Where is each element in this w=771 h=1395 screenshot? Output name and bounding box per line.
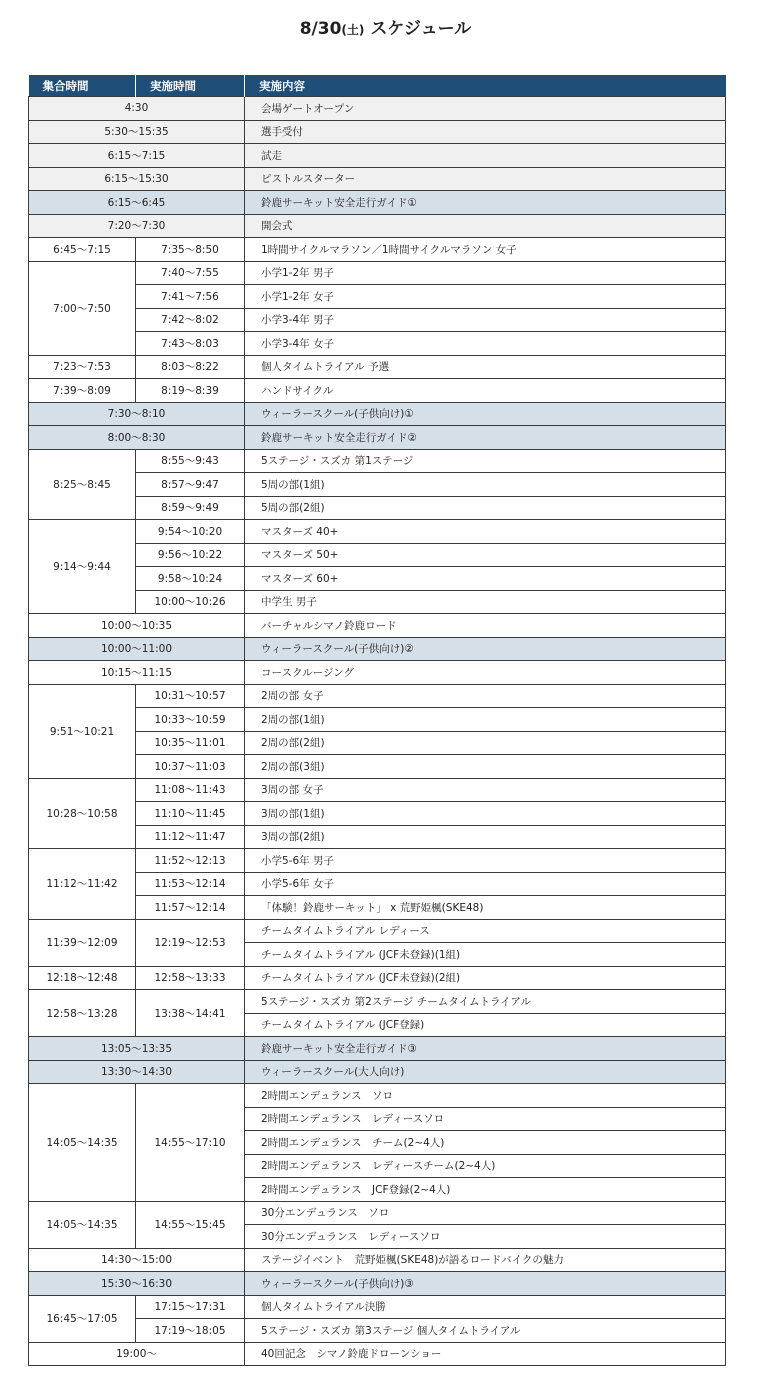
content-cell: 5周の部(1組) <box>245 473 726 497</box>
table-row <box>29 684 726 708</box>
time-cell: 8:00〜8:30 <box>29 426 245 450</box>
run-time-cell: 10:00〜10:26 <box>136 590 245 614</box>
content-cell: 選手受付 <box>245 120 726 144</box>
run-time-cell: 14:55〜15:45 <box>136 1201 245 1248</box>
time-cell: 13:30〜14:30 <box>29 1060 245 1084</box>
time-cell: 10:00〜10:35 <box>29 614 245 638</box>
table-row <box>29 778 726 802</box>
time-cell: 13:05〜13:35 <box>29 1037 245 1061</box>
time-cell: 6:15〜15:30 <box>29 167 245 191</box>
content-cell: ステージイベント 荒野姫楓(SKE48)が語るロードバイクの魅力 <box>245 1248 726 1272</box>
content-cell: バーチャルシマノ鈴鹿ロード <box>245 614 726 638</box>
header-row <box>29 75 726 97</box>
title-weekday: (土) <box>341 23 365 37</box>
content-cell: チームタイムトライアル (JCF未登録)(1組) <box>245 943 726 967</box>
schedule-table <box>28 75 726 1366</box>
table-row <box>29 1295 726 1319</box>
run-time-cell: 7:42〜8:02 <box>136 308 245 332</box>
gather-time-cell: 8:25〜8:45 <box>29 449 136 520</box>
run-time-cell: 9:58〜10:24 <box>136 567 245 591</box>
time-cell: 6:15〜7:15 <box>29 144 245 168</box>
table-row <box>29 1248 726 1272</box>
table-row <box>29 167 726 191</box>
table-row <box>29 261 726 285</box>
table-row <box>29 426 726 450</box>
table-row <box>29 966 726 990</box>
content-cell: ウィーラースクール(大人向け) <box>245 1060 726 1084</box>
table-row <box>29 1201 726 1225</box>
content-cell: 2時間エンデュランス レディースソロ <box>245 1107 726 1131</box>
content-cell: マスターズ 60+ <box>245 567 726 591</box>
table-row <box>29 191 726 215</box>
table-row <box>29 120 726 144</box>
table-row <box>29 1037 726 1061</box>
header-run-time: 実施時間 <box>136 75 245 97</box>
content-cell: マスターズ 40+ <box>245 520 726 544</box>
title-label: スケジュール <box>370 19 472 39</box>
time-cell: 14:30〜15:00 <box>29 1248 245 1272</box>
content-cell: 鈴鹿サーキット安全走行ガイド② <box>245 426 726 450</box>
content-cell: マスターズ 50+ <box>245 543 726 567</box>
table-row <box>29 449 726 473</box>
content-cell: 小学3-4年 女子 <box>245 332 726 356</box>
content-cell: 「体験！鈴鹿サーキット」 x 荒野姫楓(SKE48) <box>245 896 726 920</box>
run-time-cell: 14:55〜17:10 <box>136 1084 245 1202</box>
content-cell: 30分エンデュランス ソロ <box>245 1201 726 1225</box>
content-cell: 3周の部(2組) <box>245 825 726 849</box>
time-cell: 7:20〜7:30 <box>29 214 245 238</box>
gather-time-cell: 11:12〜11:42 <box>29 849 136 920</box>
content-cell: 2時間エンデュランス チーム(2~4人) <box>245 1131 726 1155</box>
content-cell: ピストルスターター <box>245 167 726 191</box>
time-cell: 5:30〜15:35 <box>29 120 245 144</box>
table-row <box>29 238 726 262</box>
content-cell: 2時間エンデュランス ソロ <box>245 1084 726 1108</box>
run-time-cell: 7:40〜7:55 <box>136 261 245 285</box>
content-cell: 小学1-2年 女子 <box>245 285 726 309</box>
run-time-cell: 11:57〜12:14 <box>136 896 245 920</box>
content-cell: 2周の部(3組) <box>245 755 726 779</box>
content-cell: 2時間エンデュランス レディースチーム(2~4人) <box>245 1154 726 1178</box>
content-cell: 3周の部(1組) <box>245 802 726 826</box>
header-gather-time: 集合時間 <box>29 75 136 97</box>
content-cell: 5周の部(2組) <box>245 496 726 520</box>
content-cell: チームタイムトライアル (JCF登録) <box>245 1013 726 1037</box>
content-cell: 2周の部 女子 <box>245 684 726 708</box>
content-cell: 個人タイムトライアル決勝 <box>245 1295 726 1319</box>
run-time-cell: 11:10〜11:45 <box>136 802 245 826</box>
run-time-cell: 9:54〜10:20 <box>136 520 245 544</box>
content-cell: 小学1-2年 男子 <box>245 261 726 285</box>
run-time-cell: 8:59〜9:49 <box>136 496 245 520</box>
table-row <box>29 990 726 1014</box>
run-time-cell: 11:53〜12:14 <box>136 872 245 896</box>
table-row <box>29 1084 726 1108</box>
content-cell: 個人タイムトライアル 予選 <box>245 355 726 379</box>
run-time-cell: 8:57〜9:47 <box>136 473 245 497</box>
table-row <box>29 614 726 638</box>
run-time-cell: 17:19〜18:05 <box>136 1319 245 1343</box>
time-cell: 4:30 <box>29 97 245 121</box>
content-cell: ウィーラースクール(子供向け)② <box>245 637 726 661</box>
content-cell: ウィーラースクール(子供向け)③ <box>245 1272 726 1296</box>
content-cell: 試走 <box>245 144 726 168</box>
run-time-cell: 7:43〜8:03 <box>136 332 245 356</box>
run-time-cell: 12:19〜12:53 <box>136 919 245 966</box>
time-cell: 7:30〜8:10 <box>29 402 245 426</box>
gather-time-cell: 10:28〜10:58 <box>29 778 136 849</box>
run-time-cell: 8:19〜8:39 <box>136 379 245 403</box>
table-row <box>29 402 726 426</box>
content-cell: コースクルージング <box>245 661 726 685</box>
time-cell: 6:15〜6:45 <box>29 191 245 215</box>
gather-time-cell: 12:18〜12:48 <box>29 966 136 990</box>
gather-time-cell: 7:00〜7:50 <box>29 261 136 355</box>
content-cell: 5ステージ・スズカ 第2ステージ チームタイムトライアル <box>245 990 726 1014</box>
run-time-cell: 11:52〜12:13 <box>136 849 245 873</box>
run-time-cell: 13:38〜14:41 <box>136 990 245 1037</box>
content-cell: チームタイムトライアル レディース <box>245 919 726 943</box>
content-cell: 中学生 男子 <box>245 590 726 614</box>
content-cell: 5ステージ・スズカ 第1ステージ <box>245 449 726 473</box>
page-title <box>0 14 771 39</box>
content-cell: 3周の部 女子 <box>245 778 726 802</box>
content-cell: 2時間エンデュランス JCF登録(2~4人) <box>245 1178 726 1202</box>
content-cell: 5ステージ・スズカ 第3ステージ 個人タイムトライアル <box>245 1319 726 1343</box>
content-cell: 2周の部(1組) <box>245 708 726 732</box>
content-cell: 1時間サイクルマラソン／1時間サイクルマラソン 女子 <box>245 238 726 262</box>
gather-time-cell: 7:23〜7:53 <box>29 355 136 379</box>
gather-time-cell: 9:51〜10:21 <box>29 684 136 778</box>
run-time-cell: 10:35〜11:01 <box>136 731 245 755</box>
content-cell: 40回記念 シマノ鈴鹿ドローンショー <box>245 1342 726 1366</box>
gather-time-cell: 14:05〜14:35 <box>29 1201 136 1248</box>
table-row <box>29 1060 726 1084</box>
table-row <box>29 849 726 873</box>
table-row <box>29 661 726 685</box>
content-cell: チームタイムトライアル (JCF未登録)(2組) <box>245 966 726 990</box>
run-time-cell: 8:55〜9:43 <box>136 449 245 473</box>
content-cell: 会場ゲートオープン <box>245 97 726 121</box>
table-row <box>29 355 726 379</box>
header-content: 実施内容 <box>245 75 726 97</box>
run-time-cell: 10:37〜11:03 <box>136 755 245 779</box>
run-time-cell: 12:58〜13:33 <box>136 966 245 990</box>
table-row <box>29 1342 726 1366</box>
run-time-cell: 8:03〜8:22 <box>136 355 245 379</box>
table-row <box>29 379 726 403</box>
run-time-cell: 9:56〜10:22 <box>136 543 245 567</box>
content-cell: 2周の部(2組) <box>245 731 726 755</box>
run-time-cell: 10:33〜10:59 <box>136 708 245 732</box>
time-cell: 19:00〜 <box>29 1342 245 1366</box>
table-row <box>29 214 726 238</box>
content-cell: 開会式 <box>245 214 726 238</box>
title-date: 8/30 <box>299 19 342 39</box>
run-time-cell: 7:41〜7:56 <box>136 285 245 309</box>
table-row <box>29 520 726 544</box>
time-cell: 15:30〜16:30 <box>29 1272 245 1296</box>
table-row <box>29 97 726 121</box>
time-cell: 10:15〜11:15 <box>29 661 245 685</box>
run-time-cell: 10:31〜10:57 <box>136 684 245 708</box>
time-cell: 10:00〜11:00 <box>29 637 245 661</box>
gather-time-cell: 16:45〜17:05 <box>29 1295 136 1342</box>
gather-time-cell: 6:45〜7:15 <box>29 238 136 262</box>
table-row <box>29 1272 726 1296</box>
content-cell: 小学5-6年 男子 <box>245 849 726 873</box>
gather-time-cell: 12:58〜13:28 <box>29 990 136 1037</box>
content-cell: 小学5-6年 女子 <box>245 872 726 896</box>
content-cell: 鈴鹿サーキット安全走行ガイド① <box>245 191 726 215</box>
gather-time-cell: 14:05〜14:35 <box>29 1084 136 1202</box>
content-cell: 鈴鹿サーキット安全走行ガイド③ <box>245 1037 726 1061</box>
run-time-cell: 11:08〜11:43 <box>136 778 245 802</box>
table-row <box>29 919 726 943</box>
gather-time-cell: 11:39〜12:09 <box>29 919 136 966</box>
table-row <box>29 637 726 661</box>
content-cell: 小学3-4年 男子 <box>245 308 726 332</box>
table-row <box>29 144 726 168</box>
run-time-cell: 17:15〜17:31 <box>136 1295 245 1319</box>
content-cell: 30分エンデュランス レディースソロ <box>245 1225 726 1249</box>
content-cell: ハンドサイクル <box>245 379 726 403</box>
run-time-cell: 11:12〜11:47 <box>136 825 245 849</box>
content-cell: ウィーラースクール(子供向け)① <box>245 402 726 426</box>
run-time-cell: 7:35〜8:50 <box>136 238 245 262</box>
gather-time-cell: 7:39〜8:09 <box>29 379 136 403</box>
gather-time-cell: 9:14〜9:44 <box>29 520 136 614</box>
